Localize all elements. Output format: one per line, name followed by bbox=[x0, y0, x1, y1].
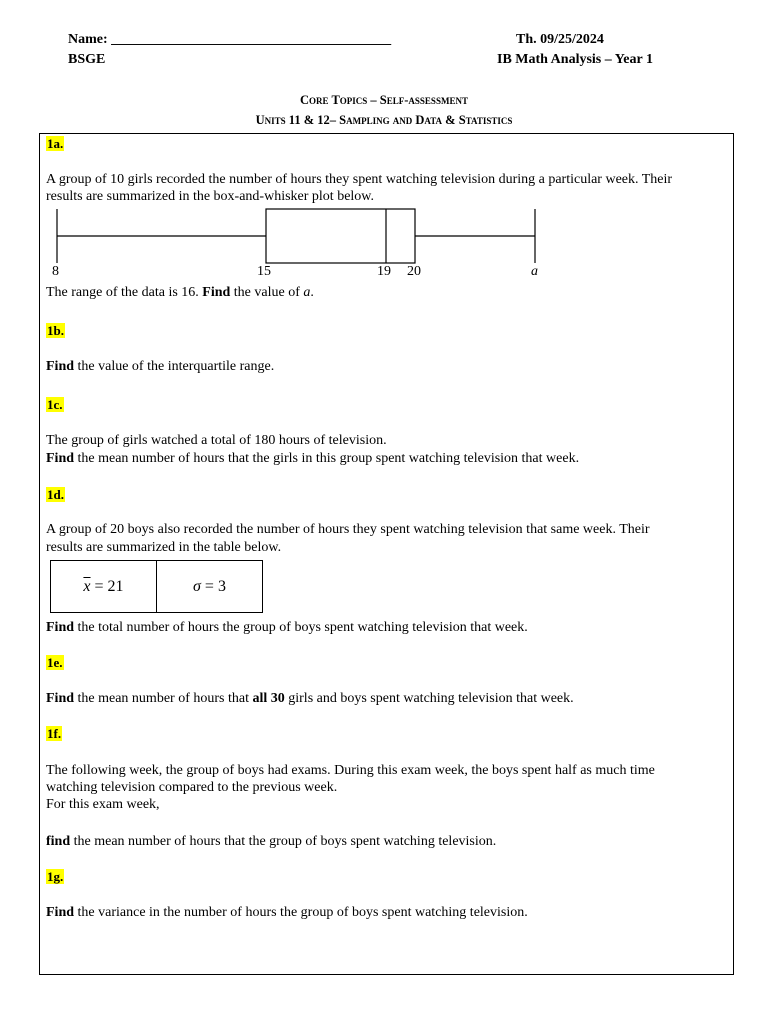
boys-stats-table bbox=[50, 560, 263, 613]
question-1d-text-line2: results are summarized in the table below. bbox=[46, 540, 282, 555]
question-1a-text-line1: A group of 10 girls recorded the number of hours they spent watching television during a particular week. Their bbox=[46, 172, 673, 187]
question-1b-text: Find the value of the interquartile range. bbox=[46, 359, 275, 374]
question-1d-label: 1d. bbox=[47, 487, 64, 502]
school-label: BSGE bbox=[68, 52, 106, 67]
name-label: Name: bbox=[68, 32, 108, 47]
box-and-whisker-plot bbox=[0, 0, 768, 300]
plot-tick-max: a bbox=[531, 264, 538, 279]
question-1f-text-line3: For this exam week, bbox=[46, 797, 160, 812]
plot-box bbox=[266, 209, 415, 263]
page-subtitle: Units 11 & 12– Sampling and Data & Statistics bbox=[255, 113, 513, 127]
page-title: Core Topics – Self-assessment bbox=[300, 93, 468, 107]
question-1f-text-line4: find the mean number of hours that the group of boys spent watching television. bbox=[46, 834, 497, 849]
question-1e-text: Find the mean number of hours that all 30 girls and boys spent watching television that week. bbox=[46, 691, 574, 706]
plot-tick-median: 19 bbox=[377, 264, 391, 279]
question-1c-label: 1c. bbox=[47, 397, 63, 412]
question-1f-text-line2: watching television compared to the previous week. bbox=[46, 780, 338, 795]
plot-tick-min: 8 bbox=[52, 264, 59, 279]
question-1d-text-line3: Find the total number of hours the group of boys spent watching television that week. bbox=[46, 620, 528, 635]
sd-cell: σ = 3 bbox=[193, 577, 226, 595]
plot-tick-q3: 20 bbox=[407, 264, 421, 279]
question-1a-prompt: The range of the data is 16. Find the value of a. bbox=[46, 285, 314, 300]
course-label: IB Math Analysis – Year 1 bbox=[497, 52, 653, 67]
question-1c-text-line2: Find the mean number of hours that the girls in this group spent watching television that week. bbox=[46, 451, 580, 466]
question-1f-label: 1f. bbox=[47, 726, 62, 741]
question-1g-text: Find the variance in the number of hours the group of boys spent watching television. bbox=[46, 905, 528, 920]
question-1b-label: 1b. bbox=[47, 323, 64, 338]
question-1c-text-line1: The group of girls watched a total of 180 hours of television. bbox=[46, 433, 387, 448]
plot-tick-q1: 15 bbox=[257, 264, 271, 279]
question-1a-text-line2: results are summarized in the box-and-whisker plot below. bbox=[46, 189, 375, 204]
question-1e-label: 1e. bbox=[47, 655, 63, 670]
mean-cell: $\overline{x}$ = 21 bbox=[51, 561, 157, 612]
question-1d-text-line1: A group of 20 boys also recorded the number of hours they spent watching television that same week. Their bbox=[46, 522, 650, 537]
question-1f-text-line1: The following week, the group of boys had exams. During this exam week, the boys spent half as much time bbox=[46, 763, 655, 778]
question-1a-label: 1a. bbox=[47, 136, 64, 151]
name-line: ________________________________________ bbox=[111, 32, 392, 47]
date-label: Th. 09/25/2024 bbox=[516, 32, 604, 47]
question-1g-label: 1g. bbox=[47, 869, 64, 884]
